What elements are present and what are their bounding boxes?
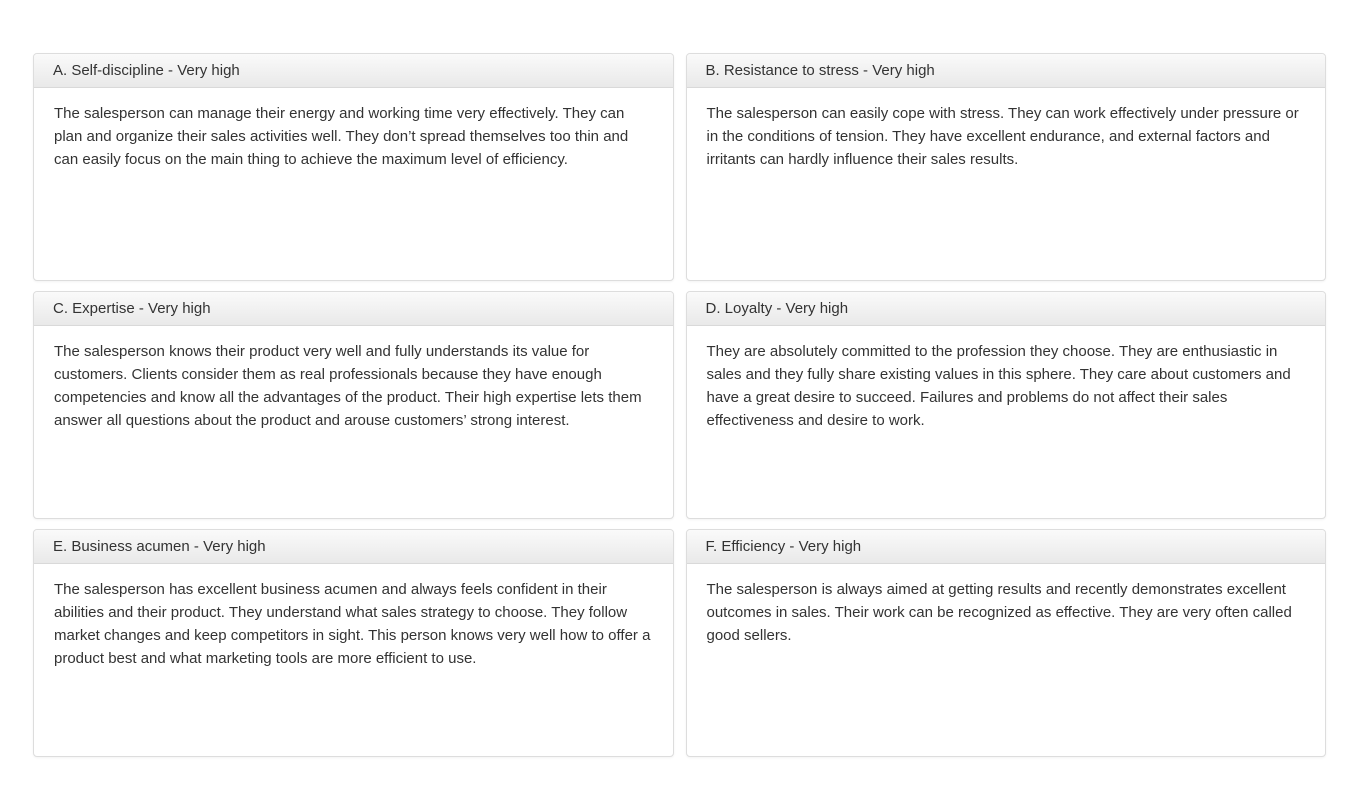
trait-panel-header <box>34 530 673 564</box>
trait-panel-efficiency <box>686 529 1327 757</box>
trait-panel-title: F. Efficiency - Very high <box>705 538 862 555</box>
trait-panel-grid <box>33 53 1326 757</box>
trait-panel-header <box>687 54 1326 88</box>
trait-description: The salesperson has excellent business acumen and always feels confident in their abilities and their product. They understand what sales strategy to choose. They follow market changes and keep competitors in sight. This person knows very well how to offer a product best and what marketing tools are more efficient to use. <box>54 581 651 667</box>
trait-description: The salesperson can easily cope with stress. They can work effectively under pressure or in the conditions of tension. They have excellent endurance, and external factors and irritants can hardly influence their sales results. <box>706 105 1299 168</box>
trait-panel-title: D. Loyalty - Very high <box>705 300 849 317</box>
trait-panel-title: A. Self-discipline - Very high <box>53 62 240 79</box>
trait-description: The salesperson knows their product very well and fully understands its value for customers. Clients consider them as real professionals because they have enough competencies and know all the advantages of the product. Their high expertise lets them answer all questions about the product and arouse customers’ strong interest. <box>54 343 642 429</box>
trait-panel-self-discipline <box>33 53 674 281</box>
trait-panel-body <box>34 326 673 518</box>
trait-panel-loyalty <box>686 291 1327 519</box>
trait-panel-header <box>34 54 673 88</box>
trait-panel-title: B. Resistance to stress - Very high <box>705 62 935 79</box>
trait-panel-body <box>34 88 673 280</box>
trait-panel-header <box>687 530 1326 564</box>
trait-panel-resistance-to-stress <box>686 53 1327 281</box>
trait-panel-header <box>687 292 1326 326</box>
trait-panel-body <box>687 564 1326 756</box>
trait-description: The salesperson can manage their energy and working time very effectively. They can plan and organize their sales activities well. They don’t spread themselves too thin and can easily focus on the main thing to achieve the maximum level of efficiency. <box>54 105 629 168</box>
trait-panel-business-acumen <box>33 529 674 757</box>
trait-panel-expertise <box>33 291 674 519</box>
trait-panel-header <box>34 292 673 326</box>
trait-panel-body <box>687 326 1326 518</box>
trait-description: They are absolutely committed to the profession they choose. They are enthusiastic in sales and they fully share existing values in this sphere. They care about customers and have a great desire to succeed. Failures and problems do not affect their sales effectiveness and desire to work. <box>706 343 1291 429</box>
trait-panel-body <box>687 88 1326 280</box>
trait-description: The salesperson is always aimed at getting results and recently demonstrates excellent outcomes in sales. Their work can be recognized as effective. They are very often called good sellers. <box>706 581 1292 644</box>
trait-panel-title: C. Expertise - Very high <box>53 300 211 317</box>
trait-panel-title: E. Business acumen - Very high <box>53 538 266 555</box>
trait-panel-body <box>34 564 673 756</box>
